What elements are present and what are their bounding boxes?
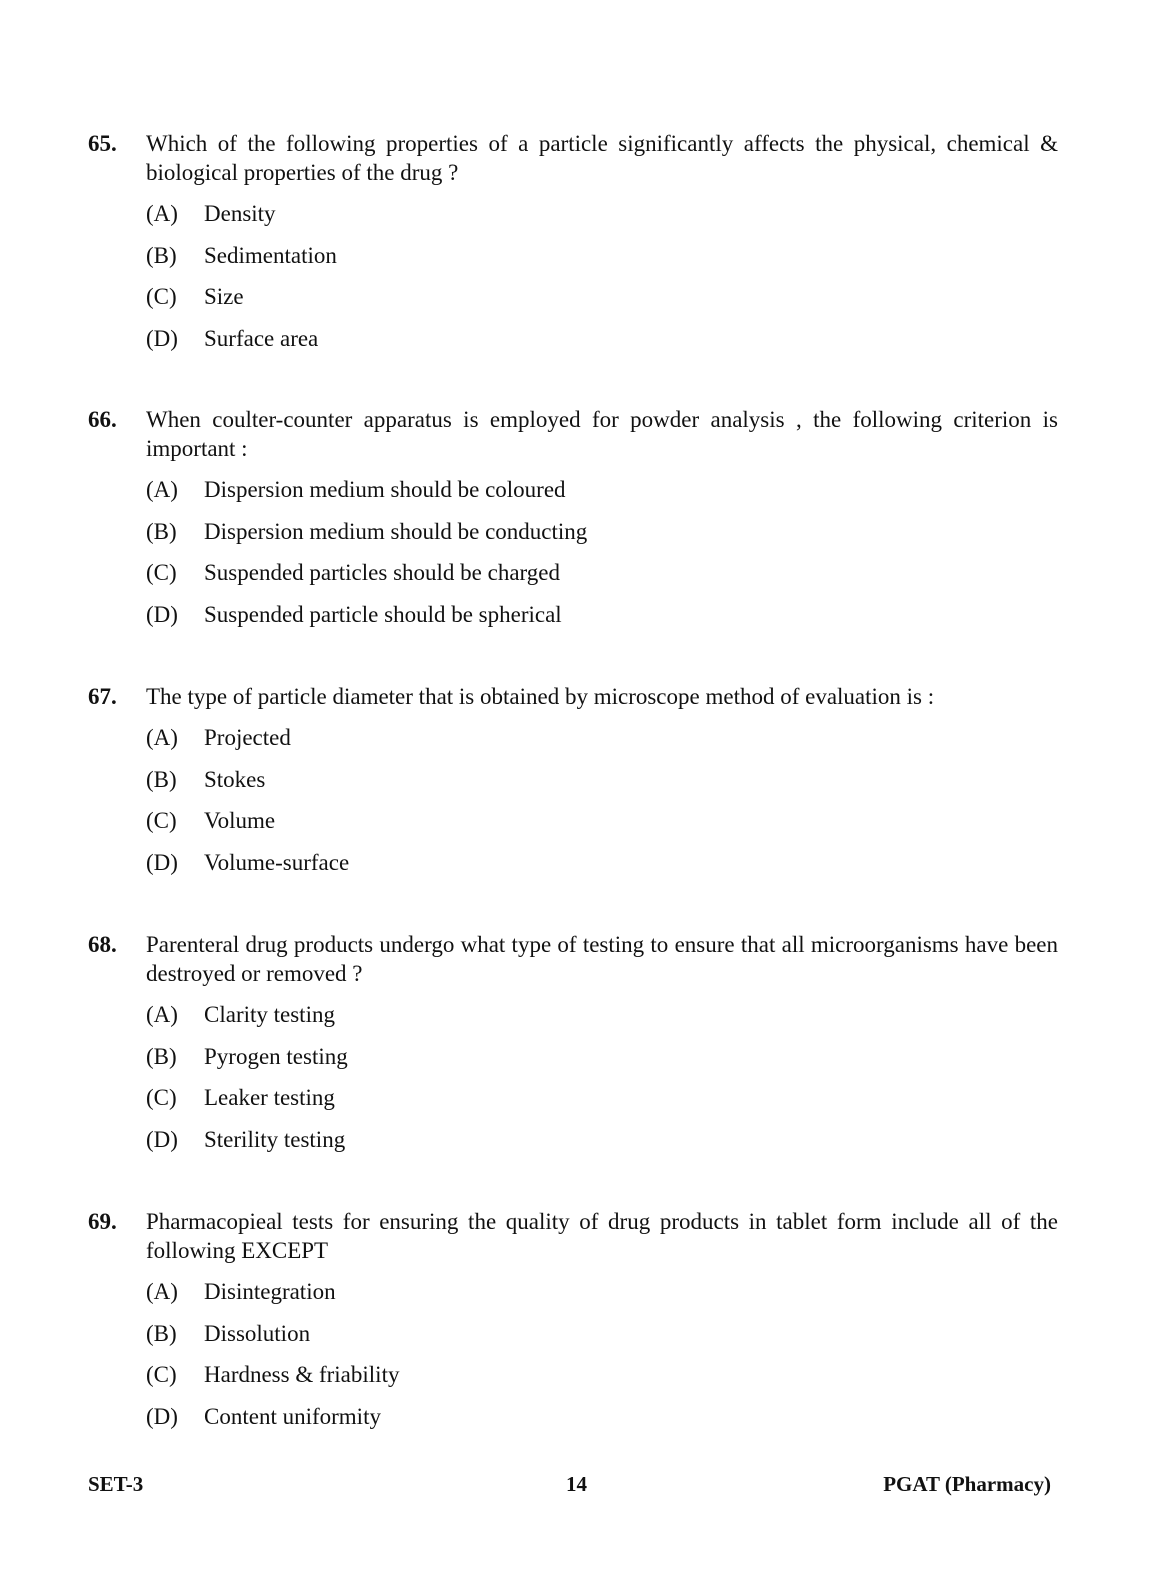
option-text: Clarity testing: [204, 1002, 335, 1027]
question-number: 67.: [88, 684, 117, 709]
question-67: [88, 682, 1058, 889]
question-text: When coulter-counter apparatus is employed for powder analysis , the following criterion is important :: [146, 407, 1058, 461]
question-stem: [88, 129, 1058, 187]
option-c: [146, 1083, 1058, 1125]
option-text: Volume: [204, 808, 276, 833]
question-stem: [88, 930, 1058, 988]
option-d: [146, 1402, 1058, 1444]
option-list: [88, 199, 1058, 365]
option-text: Leaker testing: [204, 1085, 335, 1110]
option-letter: (D): [146, 325, 178, 351]
question-number: 65.: [88, 131, 117, 156]
option-d: [146, 848, 1058, 890]
option-text: Size: [204, 284, 244, 309]
option-letter: (D): [146, 1126, 178, 1152]
option-letter: (A): [146, 1279, 178, 1304]
option-letter: (B): [146, 766, 177, 792]
option-d: [146, 324, 1058, 366]
option-text: Dissolution: [204, 1320, 311, 1346]
option-list: [88, 723, 1058, 889]
question-text: The type of particle diameter that is obtained by microscope method of evaluation is :: [146, 684, 935, 709]
option-list: [88, 1000, 1058, 1166]
option-letter: (A): [146, 477, 178, 502]
page-footer: [0, 1472, 1153, 1502]
option-text: Hardness & friability: [204, 1362, 400, 1387]
option-letter: (C): [146, 1362, 177, 1387]
option-letter: (D): [146, 1403, 178, 1429]
option-a: [146, 1000, 1058, 1042]
page-number: 14: [566, 1472, 587, 1496]
option-b: [146, 1319, 1058, 1361]
question-number: 66.: [88, 407, 117, 432]
question-text: Pharmacopieal tests for ensuring the quality of drug products in tablet form include all of the following EXCEPT: [146, 1209, 1058, 1263]
question-66: [88, 405, 1058, 641]
option-text: Projected: [204, 725, 291, 750]
option-c: [146, 806, 1058, 848]
option-b: [146, 765, 1058, 807]
option-text: Content uniformity: [204, 1403, 381, 1429]
option-text: Sterility testing: [204, 1126, 346, 1152]
option-text: Volume-surface: [204, 849, 350, 875]
question-stem: [88, 405, 1058, 463]
option-d: [146, 600, 1058, 642]
question-number: 69.: [88, 1209, 117, 1234]
option-text: Density: [204, 201, 276, 226]
question-number: 68.: [88, 932, 117, 957]
option-text: Pyrogen testing: [204, 1043, 348, 1069]
option-b: [146, 1042, 1058, 1084]
option-letter: (B): [146, 242, 177, 268]
option-text: Surface area: [204, 325, 319, 351]
question-stem: [88, 1207, 1058, 1265]
option-c: [146, 1360, 1058, 1402]
option-a: [146, 199, 1058, 241]
option-a: [146, 723, 1058, 765]
option-b: [146, 517, 1058, 559]
option-letter: (C): [146, 1085, 177, 1110]
option-text: Suspended particle should be spherical: [204, 601, 562, 627]
exam-name: PGAT (Pharmacy): [883, 1472, 1051, 1496]
option-letter: (A): [146, 725, 178, 750]
option-text: Dispersion medium should be conducting: [204, 518, 588, 544]
set-label: SET-3: [88, 1472, 144, 1496]
option-letter: (D): [146, 849, 178, 875]
option-d: [146, 1125, 1058, 1167]
option-text: Sedimentation: [204, 242, 337, 268]
option-text: Disintegration: [204, 1279, 336, 1304]
option-text: Suspended particles should be charged: [204, 560, 560, 585]
option-letter: (D): [146, 601, 178, 627]
option-letter: (C): [146, 808, 177, 833]
question-stem: [88, 682, 1058, 711]
question-text: Which of the following properties of a particle significantly affects the physical, chemical & biological properties of the drug ?: [146, 131, 1058, 185]
option-a: [146, 475, 1058, 517]
option-list: [88, 475, 1058, 641]
option-c: [146, 282, 1058, 324]
option-b: [146, 241, 1058, 283]
option-text: Dispersion medium should be coloured: [204, 477, 566, 502]
option-letter: (A): [146, 201, 178, 226]
question-68: [88, 930, 1058, 1166]
option-letter: (B): [146, 1043, 177, 1069]
option-letter: (B): [146, 1320, 177, 1346]
option-text: Stokes: [204, 766, 266, 792]
option-a: [146, 1277, 1058, 1319]
option-letter: (C): [146, 284, 177, 309]
option-letter: (A): [146, 1002, 178, 1027]
question-69: [88, 1207, 1058, 1443]
option-c: [146, 558, 1058, 600]
option-letter: (B): [146, 518, 177, 544]
question-65: [88, 129, 1058, 365]
question-text: Parenteral drug products undergo what type of testing to ensure that all microorganisms have been destroyed or removed ?: [146, 932, 1058, 986]
option-letter: (C): [146, 560, 177, 585]
option-list: [88, 1277, 1058, 1443]
